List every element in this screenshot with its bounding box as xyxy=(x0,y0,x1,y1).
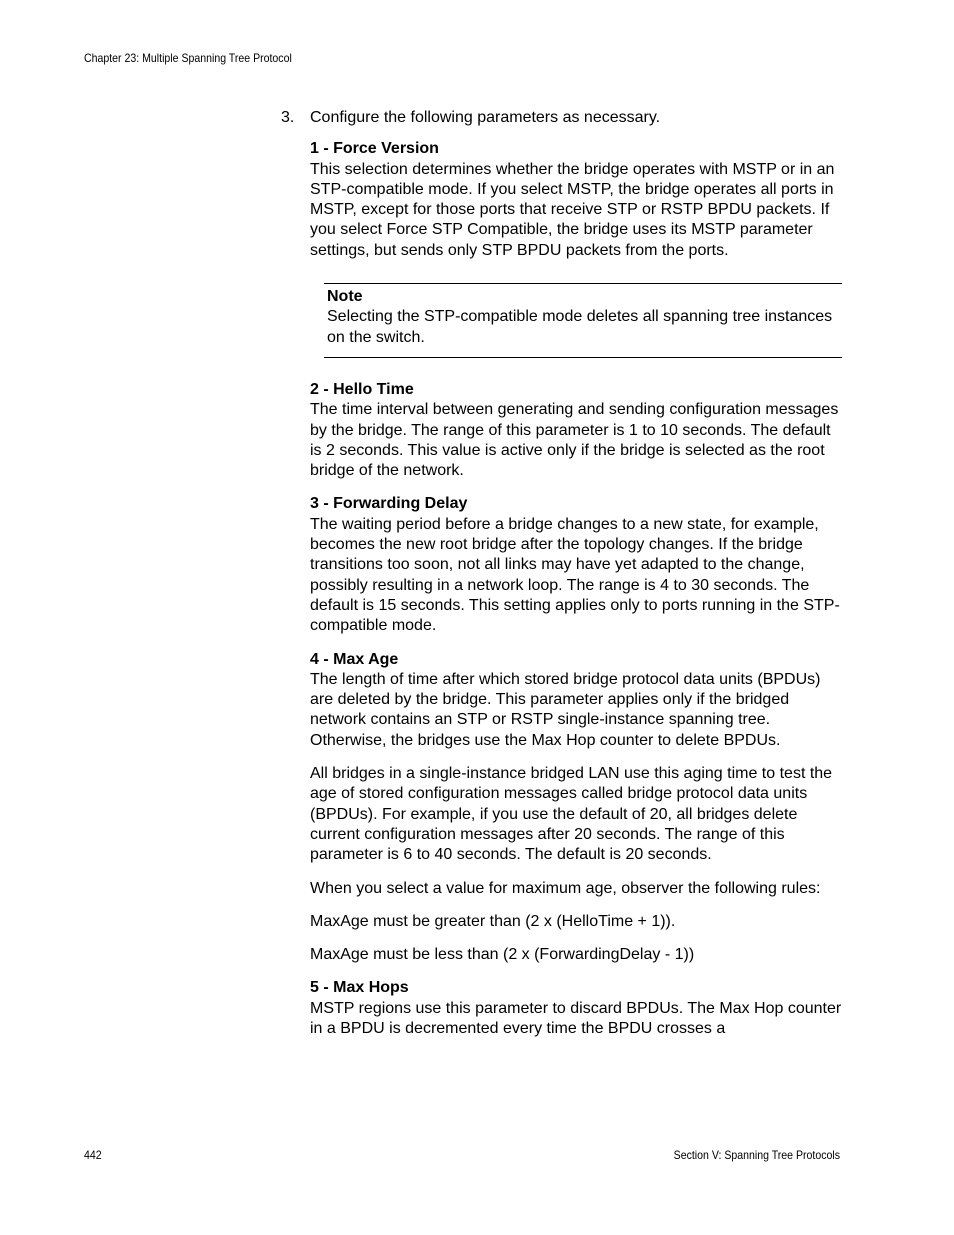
param-title: 1 - Force Version xyxy=(310,140,439,158)
page-number: 442 xyxy=(84,1148,102,1162)
param-body: The waiting period before a bridge changes to a new state, for example, becomes the new root bridge after the topology changes. If the bridge transitions too soon, not all links may have yet adapted to the change, possibly resulting in a network loop. The range is 4 to 30 seconds. The default is 15 seconds. This setting applies only to ports running in the STP-compatible mode. xyxy=(310,515,840,635)
note-title: Note xyxy=(327,288,363,306)
param-title: 5 - Max Hops xyxy=(310,979,409,997)
step-number: 3. xyxy=(281,109,295,126)
param-force-version xyxy=(310,139,842,261)
param-body: This selection determines whether the bridge operates with MSTP or in an STP-compatible mode. If you select MSTP, the bridge operates all ports in MSTP, except for those ports that receive STP or RSTP BPDU packets. If you select Force STP Compatible, the bridge uses its MSTP parameter settings, but sends only STP BPDU packets from the ports. xyxy=(310,160,835,259)
max-age-paragraph-3: When you select a value for maximum age, observer the following rules: xyxy=(310,879,821,897)
step-text: Configure the following parameters as necessary. xyxy=(310,109,661,126)
param-body: MSTP regions use this parameter to discard BPDUs. The Max Hop counter in a BPDU is decremented every time the BPDU crosses a xyxy=(310,999,842,1037)
max-age-rule-2: MaxAge must be less than (2 x (ForwardingDelay - 1)) xyxy=(310,946,695,964)
note-box xyxy=(324,283,842,358)
running-header: Chapter 23: Multiple Spanning Tree Protocol xyxy=(84,51,292,65)
step-3 xyxy=(281,108,842,128)
param-max-hops xyxy=(310,978,842,1039)
max-age-paragraph-2: All bridges in a single-instance bridged LAN use this aging time to test the age of stored configuration messages called bridge protocol data units (BPDUs). For example, if you use the default of 20, all bridges delete current configuration messages after 20 seconds. The range of this parameter is 6 to 40 seconds. The default is 20 seconds. xyxy=(310,765,833,864)
note-body: Selecting the STP-compatible mode deletes all spanning tree instances on the switch. xyxy=(327,308,833,346)
param-max-age xyxy=(310,650,842,751)
param-title: 4 - Max Age xyxy=(310,650,399,668)
param-body: The time interval between generating and sending configuration messages by the bridge. The range of this parameter is 1 to 10 seconds. The default is 2 seconds. This value is active only if the bridge is selected as the root bridge of the network. xyxy=(310,401,839,480)
param-hello-time xyxy=(310,380,842,481)
max-age-rule-1: MaxAge must be greater than (2 x (HelloTime + 1)). xyxy=(310,912,676,930)
param-body: The length of time after which stored bridge protocol data units (BPDUs) are deleted by the bridge. This parameter applies only if the bridged network contains an STP or RSTP single-instance spanning tree. Otherwise, the bridges use the Max Hop counter to delete BPDUs. xyxy=(310,670,821,749)
section-footer: Section V: Spanning Tree Protocols xyxy=(673,1148,840,1162)
param-title: 2 - Hello Time xyxy=(310,380,414,398)
param-forwarding-delay xyxy=(310,494,842,636)
page-content xyxy=(281,108,842,1052)
param-title: 3 - Forwarding Delay xyxy=(310,495,468,513)
